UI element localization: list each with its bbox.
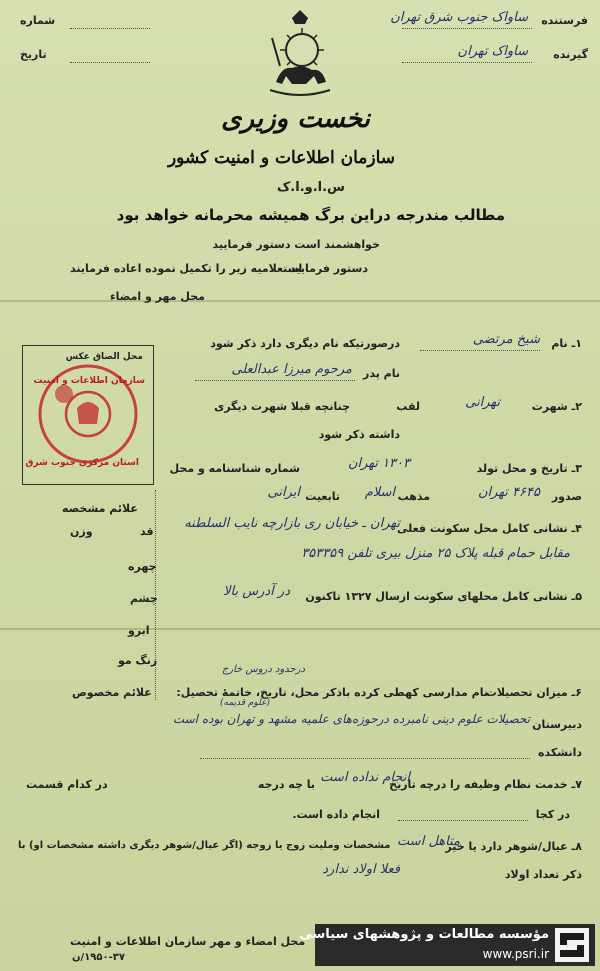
university-line <box>200 758 530 759</box>
field3-value: ۱۳۰۳ تهران <box>347 456 410 471</box>
confidential-notice: مطالب مندرجه دراین برگ همیشه محرمانه خواهد بود <box>116 206 505 224</box>
issue-value: ۴۶۴۵ تهران <box>477 485 540 500</box>
feature-weight: وزن <box>70 525 93 538</box>
receiver-label: گیرنده <box>553 48 588 61</box>
signature-place: محل مهر و امضاء <box>110 290 205 303</box>
field1-line <box>420 350 540 351</box>
school-label: دبیرستان <box>532 718 582 731</box>
photo-label: محل الصاق عکس <box>65 352 143 362</box>
watermark-org: مؤسسه مطالعات و پژوهشهای سیاسی <box>299 927 549 942</box>
field2-value: تهرانی <box>465 395 500 410</box>
number-line <box>70 28 150 29</box>
footer-code: ۱۹۵۰-۳۷/ن <box>72 952 125 963</box>
field3-label: ۳ـ تاریخ و محل تولد <box>476 462 582 475</box>
stamp-text-top: سازمان اطلاعات و امنیت <box>33 376 145 386</box>
feature-face: چهره <box>128 560 157 573</box>
field1-suffix: درصورتیکه نام دیگری دارد ذکر شود <box>210 337 400 350</box>
father-value: مرحوم میرزا عبدالعلی <box>231 362 352 377</box>
where-label: در کجا <box>535 808 570 821</box>
title-organization: سازمان اطلاعات و امنیت کشور <box>167 148 395 168</box>
sender-value: ساواک جنوب شرق تهران <box>390 10 528 25</box>
university-label: دانشکده <box>538 746 582 759</box>
instruction-line2: استعلامیه زیر را تکمیل نموده اعاده فرمایند <box>70 262 303 275</box>
receiver-line <box>402 62 532 63</box>
feature-eye: چشم <box>130 592 158 605</box>
photo-box <box>22 345 154 485</box>
psri-logo-icon <box>555 928 589 962</box>
where-line <box>398 820 528 821</box>
school-value: تحصیلات علوم دینی نامبرده درحوزه‌های علمیه مشهد و تهران بوده است <box>172 712 530 726</box>
field4-label: ۴ـ نشانی کامل محل سکونت فعلی <box>397 522 582 535</box>
field6-note2: (علوم قدیمه) <box>219 698 270 708</box>
feature-special-marks: علائم مخصوص <box>72 686 152 699</box>
done-label: انجام داده است. <box>292 808 380 821</box>
father-line <box>195 380 355 381</box>
children-label: ذکر تعداد اولاد <box>504 868 582 881</box>
field6-label: ۶ـ میزان تحصیلات <box>485 686 582 699</box>
feature-height: قد <box>140 525 154 538</box>
field7-value: انجام نداده است <box>320 770 410 785</box>
field8-suffix: مشخصات وملیت زوج یا زوجه (اگر عیال/شوهر دیگری داشته مشخصات او) با <box>18 840 391 851</box>
field4-value2: مقابل حمام قبله پلاک ۲۵ منزل بیری تلفن ۳۵۳۳۵۹ <box>301 546 570 561</box>
field5-label: ۵ـ نشانی کامل محلهای سکونت ازسال ۱۳۲۷ تاکنون <box>305 590 582 603</box>
stamp-text-bottom: استان مرکزی جنوب شرق <box>25 458 139 468</box>
father-label: نام پدر <box>363 367 400 380</box>
instruction-line3: دستور فرمایید <box>290 262 368 275</box>
footer-signature: محل امضاء و مهر سازمان اطلاعات و امنیت <box>70 935 306 948</box>
field7-suffix: با چه درجه <box>257 778 315 791</box>
issue-label: صدور <box>551 490 582 503</box>
field7-suffix2: در کدام قسمت <box>26 778 108 791</box>
field5-value: در آدرس بالا <box>223 584 290 599</box>
lion-and-sun-emblem-icon <box>262 8 338 104</box>
watermark-url[interactable]: www.psri.ir <box>482 947 549 961</box>
sender-line <box>402 28 532 29</box>
religion-label: مذهب <box>397 490 430 503</box>
field8-label: ۸ـ عیال/شوهر دارد یا خیر <box>445 840 582 853</box>
field8-value: متاهل است <box>397 834 460 849</box>
children-value: فعلا اولاد ندارد <box>322 862 400 877</box>
sender-label: فرستنده <box>541 14 588 27</box>
field2-suffix2: داشته ذکر شود <box>318 428 400 441</box>
number-label: شماره <box>20 14 56 27</box>
feature-hair-color: رنگ مو <box>118 654 158 667</box>
date-line <box>70 62 150 63</box>
title-prime-ministry: نخست وزیری <box>221 104 370 134</box>
fold-line <box>0 300 600 302</box>
field6-text: نام مدارسی کهطی کرده باذکر محل، تاریخ، خاتمهٔ تحصیل: <box>176 686 488 699</box>
features-title: علائم مشخصه <box>62 502 138 515</box>
fold-line <box>0 628 600 630</box>
field7-label: ۷ـ خدمت نظام وظیفه را درچه تاریخ <box>389 778 582 791</box>
field1-value: شیخ مرتضی <box>472 332 540 347</box>
instruction-line1: خواهشمند است دستور فرمایید <box>212 238 380 251</box>
field1-label: ۱ـ نام <box>551 337 582 350</box>
field4-value: تهران ـ خیابان ری بازارچه نایب السلطنه <box>184 516 400 531</box>
field3-suffix: شماره شناسنامه و محل <box>169 462 300 475</box>
nickname-label: لقب <box>396 400 420 413</box>
date-label: تاریخ <box>20 48 47 61</box>
religion-value: اسلام <box>364 485 395 500</box>
field2-suffix: چنانچه قبلا شهرت دیگری <box>214 400 350 413</box>
feature-eyebrow: ابرو <box>128 624 150 637</box>
field6-note: درحدود دروس خارج <box>221 664 305 675</box>
org-code: س.ا.و.ا.ک <box>277 180 345 195</box>
receiver-value: ساواک تهران <box>457 44 528 59</box>
field2-label: ۲ـ شهرت <box>531 400 582 413</box>
nationality-value: ایرانی <box>267 485 300 500</box>
nationality-label: تابعیت <box>305 490 340 503</box>
watermark-banner <box>299 924 595 966</box>
